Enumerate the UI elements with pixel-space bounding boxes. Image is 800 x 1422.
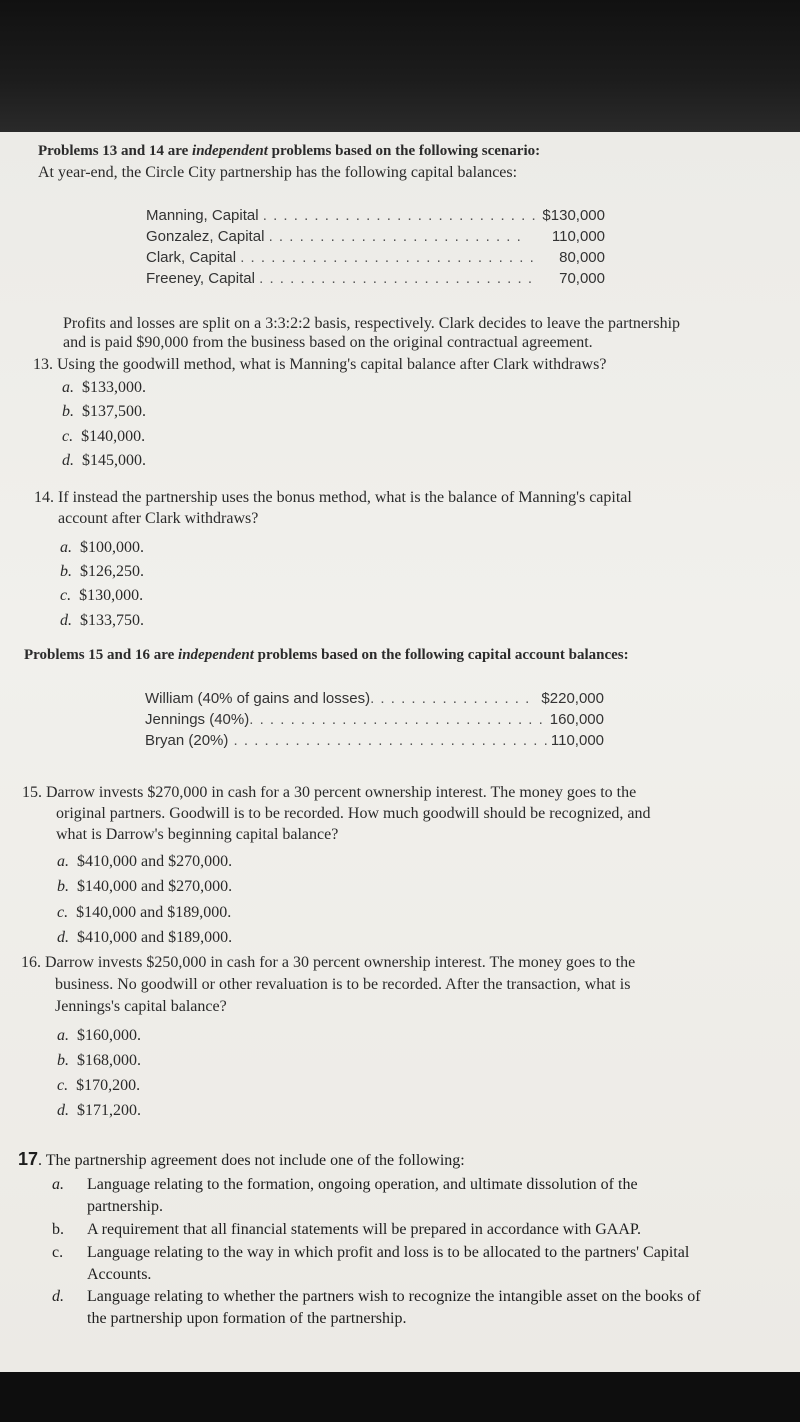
balance-amount: $130,000 xyxy=(542,207,605,224)
option-letter: c. xyxy=(52,1244,64,1261)
scenario-line: Profits and losses are split on a 3:3:2:2 basis, respectively. Clark decides to leave the partnership xyxy=(63,315,681,332)
question-text: . The partnership agreement does not include one of the following: xyxy=(38,1152,465,1169)
question-number: 17 xyxy=(18,1149,39,1169)
header-emphasis: independent xyxy=(192,143,268,159)
option-c: c. $140,000. xyxy=(62,428,146,445)
question-number: 14. xyxy=(34,489,54,506)
question-14 xyxy=(34,489,632,507)
option-a: a. $100,000. xyxy=(60,539,144,556)
balance-row: Jennings (40%). . . . . . . . . . . . . . . . . . . . . . . . . . . . . xyxy=(145,711,544,728)
option-d: d. $145,000. xyxy=(62,452,146,469)
option-d: d. $133,750. xyxy=(60,612,144,629)
balance-amount: 160,000 xyxy=(549,711,604,728)
question-number: 15. xyxy=(22,784,42,801)
option-text: Language relating to the formation, ongoing operation, and ultimate dissolution of the xyxy=(87,1176,638,1193)
option-a: a. $160,000. xyxy=(57,1027,141,1044)
option-b: b. $137,500. xyxy=(62,403,146,420)
question-number: 13. xyxy=(33,356,53,373)
option-text-cont: Accounts. xyxy=(87,1266,152,1283)
background-top xyxy=(0,0,800,132)
question-text-cont: business. No goodwill or other revaluation is to be recorded. After the transaction, what is xyxy=(55,976,631,993)
option-c: c. $140,000 and $189,000. xyxy=(57,904,232,921)
option-letter: d. xyxy=(52,1288,64,1305)
balance-name: William (40% of gains and losses) xyxy=(145,690,371,707)
balance-amount: 110,000 xyxy=(550,732,604,749)
option-b: b. $168,000. xyxy=(57,1052,141,1069)
header-text: Problems 15 and 16 are xyxy=(24,647,179,663)
balance-row: Clark, Capital . . . . . . . . . . . . . . . . . . . . . . . . . . . . . xyxy=(146,249,535,266)
balance-name: Manning, Capital xyxy=(146,207,259,224)
option-text: Language relating to the way in which profit and loss is to be allocated to the partners' Capital xyxy=(87,1244,690,1261)
question-text: Darrow invests $270,000 in cash for a 30 percent ownership interest. The money goes to the xyxy=(46,784,637,801)
balance-row: Manning, Capital . . . . . . . . . . . . . . . . . . . . . . . . . . . xyxy=(146,207,537,224)
balance-amount: 110,000 xyxy=(551,228,605,245)
header-emphasis: independent xyxy=(178,647,254,663)
option-a: a. $410,000 and $270,000. xyxy=(57,853,233,870)
balance-amount: 70,000 xyxy=(559,270,605,287)
option-letter: a. xyxy=(52,1176,64,1193)
option-text: Language relating to whether the partners wish to recognize the intangible asset on the books of xyxy=(87,1288,701,1305)
question-text-cont: account after Clark withdraws? xyxy=(58,510,259,527)
balance-amount: 80,000 xyxy=(559,249,605,266)
question-number: 16. xyxy=(21,954,41,971)
option-d: d. $410,000 and $189,000. xyxy=(57,929,233,946)
option-c: c. $130,000. xyxy=(60,587,144,604)
option-b: b. $140,000 and $270,000. xyxy=(57,878,233,895)
question-text: Darrow invests $250,000 in cash for a 30 percent ownership interest. The money goes to the xyxy=(45,954,636,971)
option-a: a. $133,000. xyxy=(62,379,146,396)
option-b: b. $126,250. xyxy=(60,563,144,580)
background-bottom xyxy=(0,1372,800,1422)
balance-name: Bryan (20%) xyxy=(145,732,229,749)
header-text-end: problems based on the following capital account balances: xyxy=(253,647,629,663)
balance-name: Clark, Capital xyxy=(146,249,237,266)
question-text: Using the goodwill method, what is Manning's capital balance after Clark withdraws? xyxy=(57,356,607,373)
option-d: d. $171,200. xyxy=(57,1102,141,1119)
question-text: If instead the partnership uses the bonus method, what is the balance of Manning's capital xyxy=(58,489,632,506)
section1-header xyxy=(38,143,540,160)
balance-name: Freeney, Capital xyxy=(146,270,255,287)
header-text-end: problems based on the following scenario: xyxy=(267,143,541,159)
question-13 xyxy=(33,356,606,374)
question-text-cont: Jennings's capital balance? xyxy=(55,998,227,1015)
option-text-cont: partnership. xyxy=(87,1198,163,1215)
question-15 xyxy=(22,784,636,802)
balance-name: Jennings (40%) xyxy=(145,711,250,728)
option-c: c. $170,200. xyxy=(57,1077,141,1094)
question-17 xyxy=(18,1149,465,1170)
question-16 xyxy=(21,954,635,972)
balance-amount: $220,000 xyxy=(541,690,604,707)
section2-header xyxy=(24,647,629,664)
question-text-cont: what is Darrow's beginning capital balance? xyxy=(56,826,339,843)
textbook-page xyxy=(0,132,800,1372)
balance-row: William (40% of gains and losses). . . . . . . . . . . . . . . . xyxy=(145,690,531,707)
question-text-cont: original partners. Goodwill is to be recorded. How much goodwill should be recognized, and xyxy=(56,805,651,822)
balance-name: Gonzalez, Capital xyxy=(146,228,265,245)
section1-intro: At year-end, the Circle City partnership has the following capital balances: xyxy=(38,164,518,181)
option-text: A requirement that all financial statements will be prepared in accordance with GAAP. xyxy=(87,1221,642,1238)
option-text-cont: the partnership upon formation of the partnership. xyxy=(87,1310,407,1327)
header-text: Problems 13 and 14 are xyxy=(38,143,193,159)
balance-row: Freeney, Capital . . . . . . . . . . . . . . . . . . . . . . . . . . . xyxy=(146,270,534,287)
balance-row: Gonzalez, Capital . . . . . . . . . . . . . . . . . . . . . . . . . xyxy=(146,228,522,245)
balance-row: Bryan (20%) . . . . . . . . . . . . . . . . . . . . . . . . . . . . . . . xyxy=(145,732,549,749)
option-letter: b. xyxy=(52,1221,64,1238)
scenario-line: and is paid $90,000 from the business based on the original contractual agreement. xyxy=(63,334,593,351)
